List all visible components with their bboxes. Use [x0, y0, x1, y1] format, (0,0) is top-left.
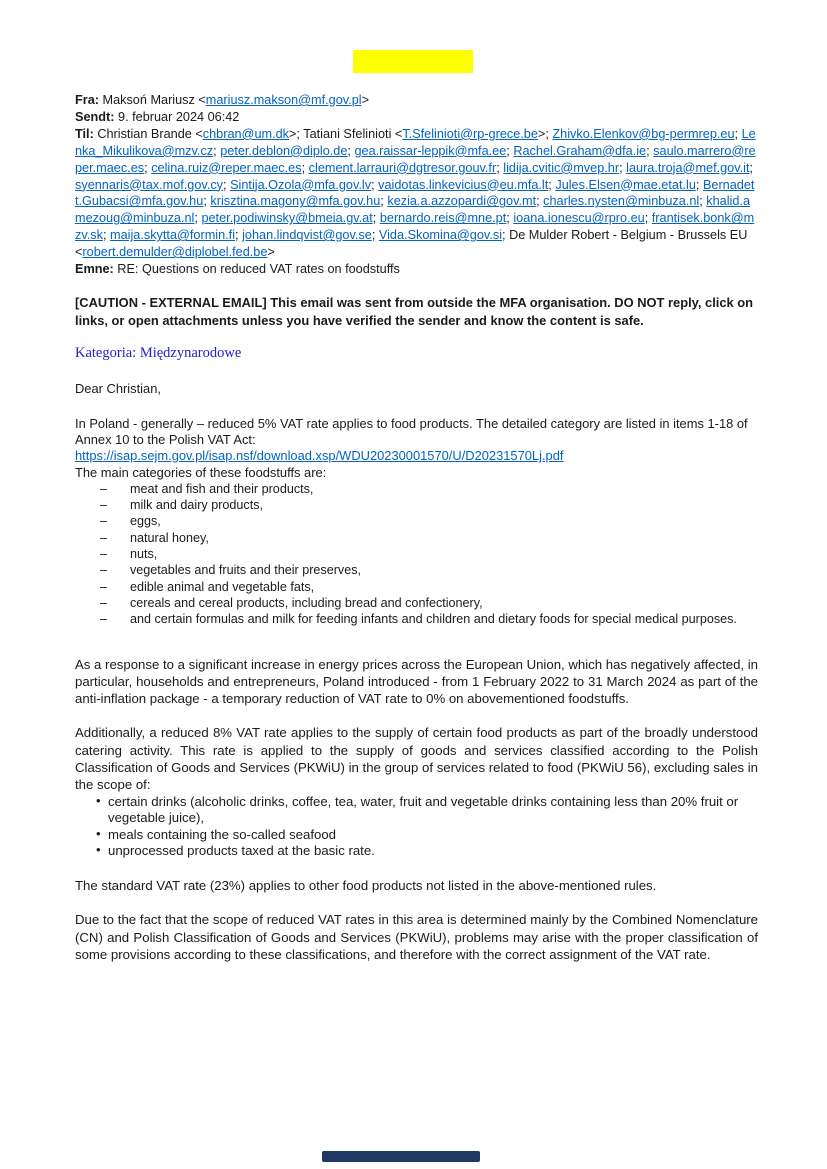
email-address-link[interactable]: saulo.marrero@reper.maec.es [75, 143, 756, 175]
foodstuffs-list-intro: The main categories of these foodstuffs are: [75, 464, 327, 480]
foodstuff-item: – and certain formulas and milk for feeding infants and children and dietary foods for special medical purposes. [100, 611, 758, 627]
email-address-link[interactable]: Vida.Skomina@gov.si [378, 228, 503, 243]
foodstuff-item: – edible animal and vegetable fats, [100, 579, 758, 595]
email-address-link[interactable]: robert.demulder@diplobel.fed.be [82, 245, 268, 260]
email-address-link[interactable]: T.Sfelinioti@rp-grece.be [402, 126, 538, 141]
exclusion-item: • meals containing the so-called seafood [96, 827, 758, 844]
email-address-link[interactable]: celina.ruiz@reper.maec.es [151, 160, 302, 175]
email-address-link[interactable]: Rachel.Graham@dfa.ie [513, 143, 647, 158]
paragraph-classification: Due to the fact that the scope of reduced VAT rates in this area is determined mainly by the Combined Nomenclature (CN) and Polish Classification of Goods and Services (PKWiU), problems may arise with the proper classification of some provisions according to these classifications, and therefore with the correct assignment of the VAT rate. [75, 912, 758, 962]
header-field-label: Fra: [75, 93, 99, 107]
email-address-link[interactable]: mariusz.makson@mf.gov.pl [205, 93, 362, 107]
email-address-link[interactable]: maija.skytta@formin.fi [110, 228, 236, 243]
header-line: Fra: Maksoń Mariusz <mariusz.makson@mf.gov.pl> [75, 93, 369, 107]
header-field-label: Til: [75, 126, 94, 141]
greeting: Dear Christian, [75, 381, 161, 397]
vat-act-link[interactable]: https://isap.sejm.gov.pl/isap.nsf/download.xsp/WDU20230001570/U/D20231570Lj.pdf [75, 448, 564, 464]
email-address-link[interactable]: peter.deblon@diplo.de [220, 143, 348, 158]
email-address-link[interactable]: gea.raissar-leppik@mfa.ee [354, 143, 507, 158]
paragraph-catering-8pct: Additionally, a reduced 8% VAT rate applies to the supply of certain food products as part of the broadly understood catering activity. This rate is applied to the supply of goods and services classified according to the Polish Classification of Goods and Services (PKWiU) in the group of services related to food (PKWiU 56), excluding sales in the scope of: [75, 725, 758, 793]
email-address-link[interactable]: vaidotas.linkevicius@eu.mfa.lt [378, 177, 549, 192]
foodstuff-item: – meat and fish and their products, [100, 481, 758, 497]
foodstuffs-list [75, 481, 758, 628]
email-address-link[interactable]: krisztina.magony@mfa.gov.hu [210, 194, 381, 209]
email-address-link[interactable]: ioana.ionescu@rpro.eu [513, 211, 645, 226]
exclusion-item: • certain drinks (alcoholic drinks, coffee, tea, water, fruit and vegetable drinks containing less than 20% fruit or vegetable juice), [96, 794, 758, 827]
exclusions-list [75, 794, 758, 860]
paragraph-standard-rate: The standard VAT rate (23%) applies to other food products not listed in the above-mentioned rules. [75, 877, 657, 893]
header-line: Sendt: 9. februar 2024 06:42 [75, 109, 240, 124]
email-header [75, 92, 758, 278]
email-address-link[interactable]: kezia.a.azzopardi@gov.mt [387, 194, 537, 209]
email-address-link[interactable]: Lenka_Mikulikova@mzv.cz [75, 126, 756, 158]
foodstuff-item: – vegetables and fruits and their preserves, [100, 562, 758, 578]
header-field-label: Sendt: [75, 109, 115, 124]
foodstuff-item: – milk and dairy products, [100, 497, 758, 513]
header-field-label: Emne: [75, 262, 114, 277]
email-address-link[interactable]: johan.lindqvist@gov.se [242, 228, 372, 243]
bottom-redaction-bar [322, 1151, 480, 1162]
email-address-link[interactable]: charles.nysten@minbuza.nl [543, 194, 700, 209]
email-address-link[interactable]: frantisek.bonk@mzv.sk [75, 211, 755, 243]
email-address-link[interactable]: khalid.amezoug@minbuza.nl [75, 194, 750, 226]
foodstuff-item: – nuts, [100, 546, 758, 562]
paragraph-anti-inflation: As a response to a significant increase in energy prices across the European Union, which has negatively affected, in particular, households and entrepreneurs, Poland introduced - from 1 February 2022 to 31 March 2024 as part of the anti-inflation package - a temporary reduction of VAT rate to 0% on abovementioned foodstuffs. [75, 656, 758, 707]
exclusion-item: • unprocessed products taxed at the basic rate. [96, 843, 758, 860]
email-address-link[interactable]: Bernadett.Gubacsi@mfa.gov.hu [75, 177, 755, 209]
foodstuff-item: – natural honey, [100, 530, 758, 546]
email-address-link[interactable]: chbran@um.dk [202, 126, 289, 141]
yellow-redaction-highlight [353, 50, 473, 73]
email-address-link[interactable]: bernardo.reis@mne.pt [379, 211, 507, 226]
foodstuff-item: – eggs, [100, 513, 758, 529]
caution-banner: [CAUTION - EXTERNAL EMAIL] This email was sent from outside the MFA organisation. DO NOT reply, click on links, or open attachments unless you have verified the sender and know the content is safe. [75, 294, 754, 328]
category-label: Kategoria: Międzynarodowe [75, 345, 242, 362]
header-line: Emne: RE: Questions on reduced VAT rates on foodstuffs [75, 262, 400, 277]
paragraph-vat-intro: In Poland - generally – reduced 5% VAT rate applies to food products. The detailed category are listed in items 1-18 of Annex 10 to the Polish VAT Act: [75, 415, 748, 447]
email-address-link[interactable]: lidija.cvitic@mvep.hr [503, 160, 620, 175]
email-address-link[interactable]: Sintija.Ozola@mfa.gov.lv [230, 177, 372, 192]
email-address-link[interactable]: syennaris@tax.mof.gov.cy [75, 177, 224, 192]
email-address-link[interactable]: Zhivko.Elenkov@bg-permrep.eu [552, 126, 735, 141]
email-address-link[interactable]: clement.larrauri@dgtresor.gouv.fr [308, 160, 497, 175]
vat-act-link-line [75, 448, 758, 464]
email-content [75, 92, 758, 963]
email-address-link[interactable]: Jules.Elsen@mae.etat.lu [555, 177, 696, 192]
foodstuff-item: – cereals and cereal products, including bread and confectionery, [100, 595, 758, 611]
email-address-link[interactable]: laura.troja@mef.gov.it [626, 160, 750, 175]
header-line: Til: Christian Brande <chbran@um.dk>; Tatiani Sfelinioti <T.Sfelinioti@rp-grece.be>; Zhivko.Elenkov@bg-permrep.eu; Lenka_Mikulikova@mzv.cz; peter.deblon@diplo.de; gea.raissar-leppik@mfa.ee; Rachel.Graham@dfa.ie; saulo.marrero@reper.maec.es; celina.ruiz@reper.maec.es; clement.larrauri@dgtresor.gouv.fr; lidija.cvitic@mvep.hr; laura.troja@mef.gov.it; syennaris@tax.mof.gov.cy; Sintija.Ozola@mfa.gov.lv; vaidotas.linkevicius@eu.mfa.lt; Jules.Elsen@mae.etat.lu; Bernadett.Gubacsi@mfa.gov.hu; krisztina.magony@mfa.gov.hu; kezia.a.azzopardi@gov.mt; charles.nysten@minbuza.nl; khalid.amezoug@minbuza.nl; peter.podiwinsky@bmeia.gv.at; bernardo.reis@mne.pt; ioana.ionescu@rpro.eu; frantisek.bonk@mzv.sk; maija.skytta@formin.fi; johan.lindqvist@gov.se; Vida.Skomina@gov.si; De Mulder Robert - Belgium - Brussels EU <robert.demulder@diplobel.fed.be> [75, 126, 756, 260]
email-address-link[interactable]: peter.podiwinsky@bmeia.gv.at [201, 211, 373, 226]
